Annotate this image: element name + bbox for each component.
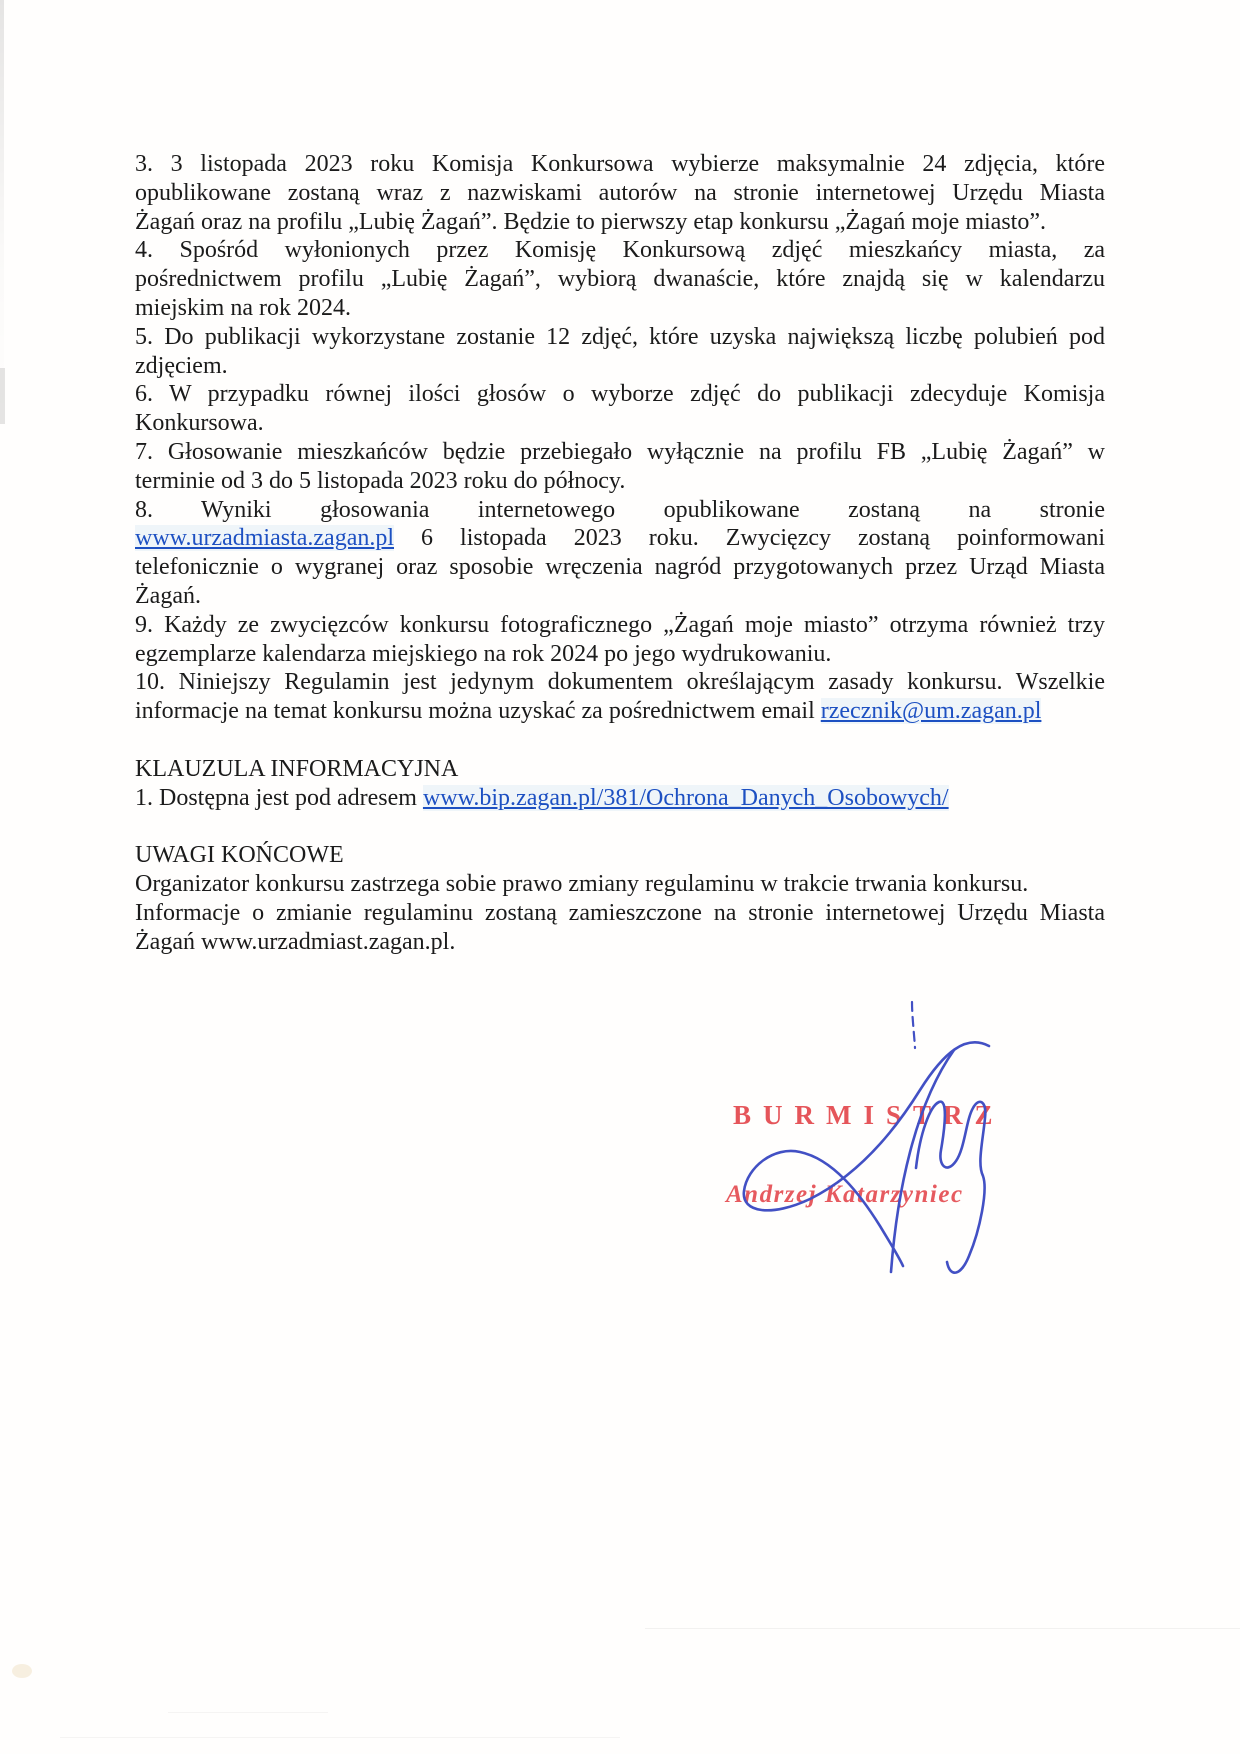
mayor-stamp-title: BURMISTRZ — [733, 1100, 1005, 1130]
link-rzecznik-email[interactable]: rzecznik@um.zagan.pl — [820, 698, 1042, 725]
mayor-stamp-name: Andrzej Katarzyniec — [726, 1181, 964, 1208]
scan-streak — [60, 1737, 620, 1738]
doc-line: 8. Wyniki głosowania internetowego opublikowane zostaną na stronie — [135, 496, 1105, 523]
doc-line: Żagań www.urzadmiast.zagan.pl. — [135, 928, 456, 955]
doc-line: Żagań. — [135, 582, 201, 609]
document-body — [135, 150, 1105, 956]
doc-line: 9. Każdy ze zwycięzców konkursu fotograficznego „Żagań moje miasto” otrzyma również trzy — [135, 611, 1105, 638]
doc-line: Organizator konkursu zastrzega sobie prawo zmiany regulaminu w trakcie trwania konkursu. — [135, 870, 1029, 897]
doc-line: pośrednictwem profilu „Lubię Żagań”, wybiorą dwanaście, które znajdą się w kalendarzu — [135, 266, 1105, 293]
doc-line: telefonicznie o wygranej oraz sposobie wręczenia nagród przygotowanych przez Urząd Miasta — [135, 554, 1105, 581]
doc-line: www.urzadmiasta.zagan.pl 6 listopada 2023 roku. Zwycięzcy zostaną poinformowani — [135, 525, 1105, 552]
scan-streak — [168, 1712, 328, 1713]
scan-streak — [645, 1628, 1240, 1629]
doc-line: Konkursowa. — [135, 410, 264, 437]
scan-smudge — [12, 1664, 32, 1678]
scan-edge-artifact — [0, 368, 5, 424]
handwritten-signature-ink — [640, 980, 1020, 1290]
doc-line: informacje na temat konkursu można uzyskać za pośrednictwem email rzecznik@um.zagan.pl — [135, 698, 1042, 725]
link-bip-zagan[interactable]: www.bip.zagan.pl/381/Ochrona_Danych_Osobowych/ — [422, 784, 949, 811]
doc-line: 6. W przypadku równej ilości głosów o wyborze zdjęć do publikacji zdecyduje Komisja — [135, 381, 1105, 408]
doc-line: 10. Niniejszy Regulamin jest jedynym dokumentem określającym zasady konkursu. Wszelkie — [135, 669, 1105, 696]
doc-line: Informacje o zmianie regulaminu zostaną zamieszczone na stronie internetowej Urzędu Miasta — [135, 899, 1105, 926]
doc-line: 5. Do publikacji wykorzystane zostanie 12 zdjęć, które uzyska największą liczbę polubień pod — [135, 323, 1105, 350]
doc-line: terminie od 3 do 5 listopada 2023 roku do północy. — [135, 467, 626, 494]
doc-line: 7. Głosowanie mieszkańców będzie przebiegało wyłącznie na profilu FB „Lubię Żagań” w — [135, 438, 1105, 465]
doc-line: 3. 3 listopada 2023 roku Komisja Konkursowa wybierze maksymalnie 24 zdjęcia, które — [135, 151, 1105, 177]
blank-line — [135, 812, 1105, 841]
section-heading-uwagi: UWAGI KOŃCOWE — [135, 842, 344, 869]
link-urzadmiasta-zagan[interactable]: www.urzadmiasta.zagan.pl — [135, 525, 395, 552]
doc-line: miejskim na rok 2024. — [135, 294, 351, 321]
doc-line: 1. Dostępna jest pod adresem www.bip.zagan.pl/381/Ochrona_Danych_Osobowych/ — [135, 784, 949, 811]
scan-edge-artifact — [0, 0, 4, 420]
doc-line: egzemplarze kalendarza miejskiego na rok 2024 po jego wydrukowaniu. — [135, 640, 832, 667]
doc-line: zdjęciem. — [135, 352, 228, 379]
section-heading-klauzula: KLAUZULA INFORMACYJNA — [135, 755, 459, 782]
doc-line: 4. Spośród wyłonionych przez Komisję Konkursową zdjęć mieszkańcy miasta, za — [135, 237, 1105, 264]
doc-line: opublikowane zostaną wraz z nazwiskami autorów na stronie internetowej Urzędu Miasta — [135, 179, 1105, 206]
blank-line — [135, 726, 1105, 755]
doc-line: Żagań oraz na profilu „Lubię Żagań”. Będzie to pierwszy etap konkursu „Żagań moje miasto”. — [135, 208, 1046, 235]
